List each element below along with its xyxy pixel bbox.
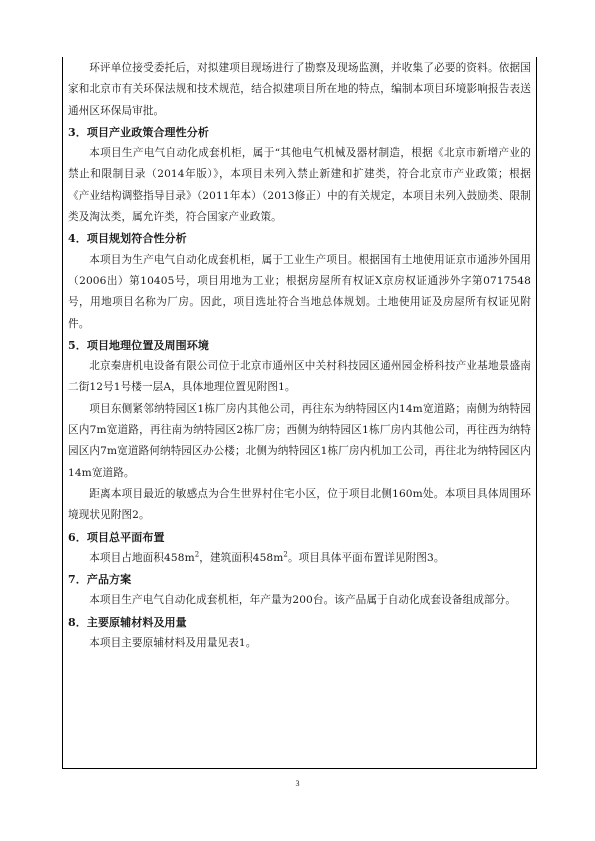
intro-paragraph: 环评单位接受委托后，对拟建项目现场进行了勘察及现场监测，并收集了必要的资料。依据国家和北京市有关环保法规和技术规范，结合拟建项目所在地的特点，编制本项目环境影响报告表送通州区环保局审批。 [68,62,531,117]
section-8-paragraph: 本项目主要原辅材料及用量见表1。 [89,637,257,650]
section-5-heading: 5．项目地理位置及周围环境 [68,338,209,352]
document-body [68,58,531,654]
s6-text-a: 本项目占地面积458m [89,551,195,564]
section-7-paragraph: 本项目生产电气自动化成套机柜，年产量为200台。该产品属于自动化成套设备组成部分。 [89,594,517,607]
section-6-paragraph [68,548,531,569]
s6-text-c: 。项目具体平面布置详见附图3。 [287,551,445,564]
s6-sup-2: 2 [283,550,288,559]
section-4-paragraph: 本项目为生产电气自动化成套机柜，属于工业生产项目。根据国有土地使用证京市通涉外国用（2006出）第10405号，项目用地为工业；根据房屋所有权证X京房权证通涉外字第0717548号，用地项目名称为厂房。因此，项目选址符合当地总体规划。土地使用证及房屋所有权证见附件。 [68,253,531,330]
section-4-heading: 4．项目规划符合性分析 [68,232,187,246]
section-7-heading: 7．产品方案 [68,573,132,587]
s6-text-b: ，建筑面积458m [199,551,284,564]
section-5-paragraph-3: 距离本项目最近的敏感点为合生世界村住宅小区，位于项目北侧160m处。本项目具体周围环境现状见附图2。 [68,487,531,522]
section-3-paragraph: 本项目生产电气自动化成套机柜，属于“其他电气机械及器材制造，根据《北京市新增产业的禁止和限制目录（2014年版）》，本项目未列入禁止新建和扩建类，符合北京市产业政策；根据《产业结构调整指导目录》（2011年本）（2013修正）中的有关规定，本项目未列入鼓励类、限制类及淘汰类，属允许类，符合国家产业政策。 [68,147,531,224]
section-5-paragraph-1: 北京秦唐机电设备有限公司位于北京市通州区中关村科技园区通州园金桥科技产业基地景盛南二街12号1号楼一层A，具体地理位置见附图1。 [68,360,531,394]
s6-sup-1: 2 [194,550,200,559]
section-6-heading: 6．项目总平面布置 [68,530,165,544]
section-3-heading: 3．项目产业政策合理性分析 [68,125,209,139]
section-8-heading: 8．主要原辅材料及用量 [68,615,187,629]
page-number: 3 [295,779,300,788]
section-5-paragraph-2: 项目东侧紧邻纳特园区1栋厂房内其他公司，再往东为纳特园区内14m宽道路；南侧为纳特园区内7m宽道路，再往南为纳特园区2栋厂房；西侧为纳特园区1栋厂房内其他公司，再往西为纳特园区内7m宽道路何纳特园区办公楼；北侧为纳特园区1栋厂房内机加工公司，再往北为纳特园区内14m宽道路。 [68,402,531,479]
